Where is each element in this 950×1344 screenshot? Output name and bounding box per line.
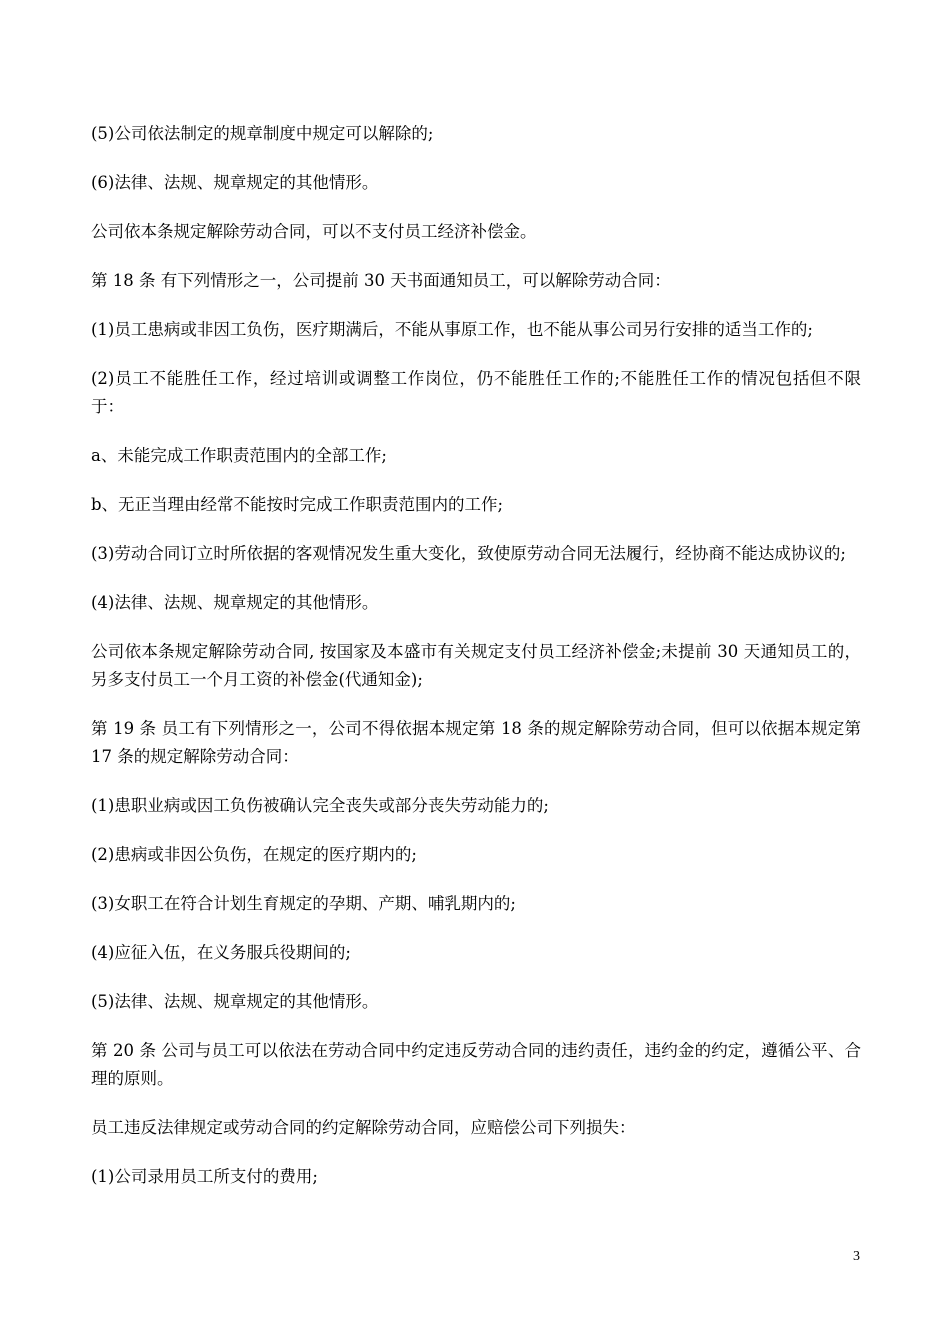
- paragraph: (4)应征入伍，在义务服兵役期间的;: [91, 943, 351, 962]
- paragraph: b、无正当理由经常不能按时完成工作职责范围内的工作;: [91, 495, 504, 514]
- paragraph: (1)患职业病或因工负伤被确认完全丧失或部分丧失劳动能力的;: [91, 796, 549, 815]
- paragraph: 公司依本条规定解除劳动合同，可以不支付员工经济补偿金。: [91, 222, 537, 241]
- article-heading-18: 第 18 条 有下列情形之一，公司提前 30 天书面通知员工，可以解除劳动合同：: [91, 271, 671, 290]
- paragraph: 员工违反法律规定或劳动合同的约定解除劳动合同，应赔偿公司下列损失：: [91, 1118, 636, 1137]
- paragraph: (1)公司录用员工所支付的费用;: [91, 1167, 318, 1186]
- article-heading-20: 第 20 条 公司与员工可以依法在劳动合同中约定违反劳动合同的违约责任，违约金的约定，遵循公平、合理的原则。: [91, 1041, 861, 1088]
- article-heading-19: 第 19 条 员工有下列情形之一，公司不得依据本规定第 18 条的规定解除劳动合同，但可以依据本规定第 17 条的规定解除劳动合同：: [91, 719, 861, 766]
- paragraph: (5)公司依法制定的规章制度中规定可以解除的;: [91, 124, 434, 143]
- paragraph: (5)法律、法规、规章规定的其他情形。: [91, 992, 379, 1011]
- paragraph: (3)劳动合同订立时所依据的客观情况发生重大变化，致使原劳动合同无法履行，经协商不能达成协议的;: [91, 544, 846, 563]
- paragraph: (3)女职工在符合计划生育规定的孕期、产期、哺乳期内的;: [91, 894, 516, 913]
- paragraph: (1)员工患病或非因工负伤，医疗期满后，不能从事原工作，也不能从事公司另行安排的适当工作的;: [91, 320, 813, 339]
- document-body: [91, 120, 861, 1212]
- paragraph: a、未能完成工作职责范围内的全部工作;: [91, 446, 387, 465]
- paragraph: (2)员工不能胜任工作，经过培训或调整工作岗位，仍不能胜任工作的;不能胜任工作的情况包括但不限于：: [91, 369, 861, 416]
- paragraph: (6)法律、法规、规章规定的其他情形。: [91, 173, 379, 192]
- page-number: 3: [853, 1249, 860, 1264]
- paragraph: 公司依本条规定解除劳动合同, 按国家及本盛市有关规定支付员工经济补偿金;未提前 30 天通知员工的，另多支付员工一个月工资的补偿金(代通知金);: [91, 642, 861, 689]
- paragraph: (4)法律、法规、规章规定的其他情形。: [91, 593, 379, 612]
- paragraph: (2)患病或非因公负伤，在规定的医疗期内的;: [91, 845, 417, 864]
